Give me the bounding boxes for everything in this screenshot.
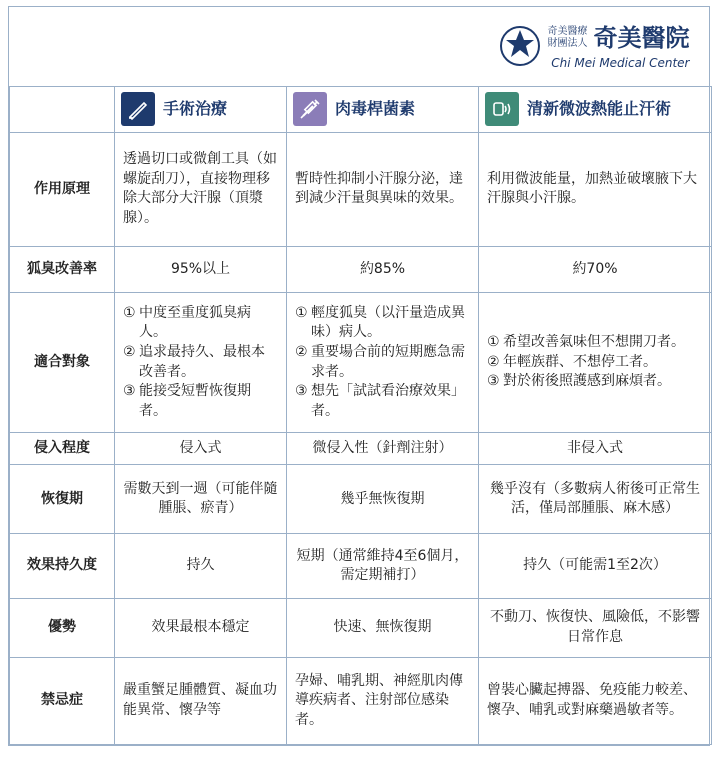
row-label: 作用原理 [10,133,115,246]
table-row [10,133,712,246]
table-cell [287,133,479,246]
list-number: ② [295,343,308,360]
table-cell [115,599,287,658]
table-row [10,534,712,599]
header-empty-cell [10,86,115,133]
table-cell [479,534,712,599]
cell-text: 暫時性抑制小汗腺分泌，達到減少汗量與異味的效果。 [295,170,463,207]
row-label: 效果持久度 [10,534,115,599]
row-label: 適合對象 [10,293,115,433]
table-row [10,432,712,464]
treatment-comparison-table [9,7,712,745]
table-cell [115,246,287,293]
list-item [295,343,470,382]
criteria-list [487,333,703,392]
logo-cell [10,7,712,86]
list-number: ② [487,353,500,370]
list-item [123,343,278,382]
criteria-list [123,304,278,422]
logo-english-name: Chi Mei Medical Center [551,55,690,70]
table-cell [287,534,479,599]
cell-text: 效果最根本穩定 [151,619,250,636]
table-row [10,293,712,433]
list-item [295,382,470,421]
table-cell [115,432,287,464]
header-1 [121,92,280,126]
table-cell [479,599,712,658]
header-title: 清新微波熱能止汗術 [527,99,672,119]
list-text: 年輕族群、不想停工者。 [503,353,657,370]
row-label: 狐臭改善率 [10,246,115,293]
list-item [295,304,470,343]
table-cell [287,465,479,534]
cell-text: 約85% [359,260,406,277]
cell-text: 短期（通常維持4至6個月，需定期補打） [296,547,469,584]
list-number: ① [487,334,500,351]
chi-mei-logo [18,21,704,71]
hospital-emblem-icon [498,24,542,68]
table-cell [115,657,287,744]
list-text: 追求最持久、最根本改善者。 [139,343,265,380]
row-label: 優勢 [10,599,115,658]
table-cell [115,534,287,599]
table-cell [479,133,712,246]
table-cell [287,432,479,464]
row-label: 侵入程度 [10,432,115,464]
cell-text: 95%以上 [170,260,231,277]
cell-text: 幾乎沒有（多數病人術後可正常生活，僅局部腫脹、麻木感） [490,480,700,517]
syringe-icon [293,92,327,126]
list-item [487,333,703,353]
table-cell [115,133,287,246]
list-number: ① [123,304,136,321]
row-label: 禁忌症 [10,657,115,744]
logo-row [10,7,712,86]
table-row [10,657,712,744]
logo-org-line2: 財團法人 [547,37,588,49]
cell-text: 持久（可能需1至2次） [523,557,667,574]
header-title: 手術治療 [163,99,228,119]
list-item [487,372,703,392]
list-number: ③ [123,383,136,400]
header-cell-3 [479,86,712,133]
header-cell-1 [115,86,287,133]
list-text: 對於術後照護感到麻煩者。 [503,373,671,390]
list-item [123,382,278,421]
list-text: 能接受短暫恢復期者。 [139,383,251,419]
cell-text: 利用微波能量，加熱並破壞腋下大汗腺與小汗腺。 [487,170,697,207]
list-item [123,304,278,343]
table-cell [479,246,712,293]
header-row [10,86,712,133]
logo-org-line1: 奇美醫療 [547,25,588,37]
list-number: ① [295,304,308,321]
list-text: 輕度狐臭（以汗量造成異味）病人。 [311,304,465,341]
cell-text: 微侵入性（針劑注射） [312,439,453,456]
scalpel-icon [121,92,155,126]
table-cell [287,246,479,293]
list-number: ③ [487,373,500,390]
table-cell [479,293,712,433]
header-3 [485,92,705,126]
list-item [487,353,703,373]
cell-text: 孕婦、哺乳期、神經肌肉傳導疾病者、注射部位感染者。 [295,672,463,728]
table-cell [479,465,712,534]
list-text: 重要場合前的短期應急需求者。 [311,343,465,380]
cell-text: 嚴重蟹足腫體質、凝血功能異常、懷孕等 [123,682,277,718]
cell-text: 侵入式 [179,439,222,456]
header-2 [293,92,472,126]
table-row [10,246,712,293]
header-cell-2 [287,86,479,133]
table-cell [287,599,479,658]
cell-text: 非侵入式 [567,439,623,456]
cell-text: 快速、無恢復期 [333,619,432,636]
cell-text: 透過切口或微創工具（如螺旋刮刀），直接物理移除大部分大汗腺（頂漿腺）。 [123,151,277,226]
criteria-list [295,304,470,422]
list-number: ③ [295,383,308,400]
list-text: 希望改善氣味但不想開刀者。 [503,334,685,351]
table-cell [115,293,287,433]
cell-text: 需數天到一週（可能伴隨腫脹、瘀青） [123,480,278,517]
table-cell [115,465,287,534]
list-text: 中度至重度狐臭病人。 [139,304,251,341]
header-title: 肉毒桿菌素 [335,99,416,119]
table-cell [287,657,479,744]
table-row [10,599,712,658]
table-cell [287,293,479,433]
table-cell [479,657,712,744]
list-number: ② [123,343,136,360]
table-cell [479,432,712,464]
logo-hospital-name: 奇美醫院 [593,23,690,53]
comparison-table-frame [8,6,710,746]
cell-text: 幾乎無恢復期 [340,490,425,507]
cell-text: 不動刀、恢復快、風險低，不影響日常作息 [490,609,700,645]
cell-text: 約70% [572,260,618,277]
table-row [10,465,712,534]
list-text: 想先「試試看治療效果」者。 [311,383,465,419]
cell-text: 持久 [186,557,215,574]
microwave-device-icon [485,92,519,126]
cell-text: 曾裝心臟起搏器、免疫能力較差、懷孕、哺乳或對麻藥過敏者等。 [487,682,697,718]
row-label: 恢復期 [10,465,115,534]
